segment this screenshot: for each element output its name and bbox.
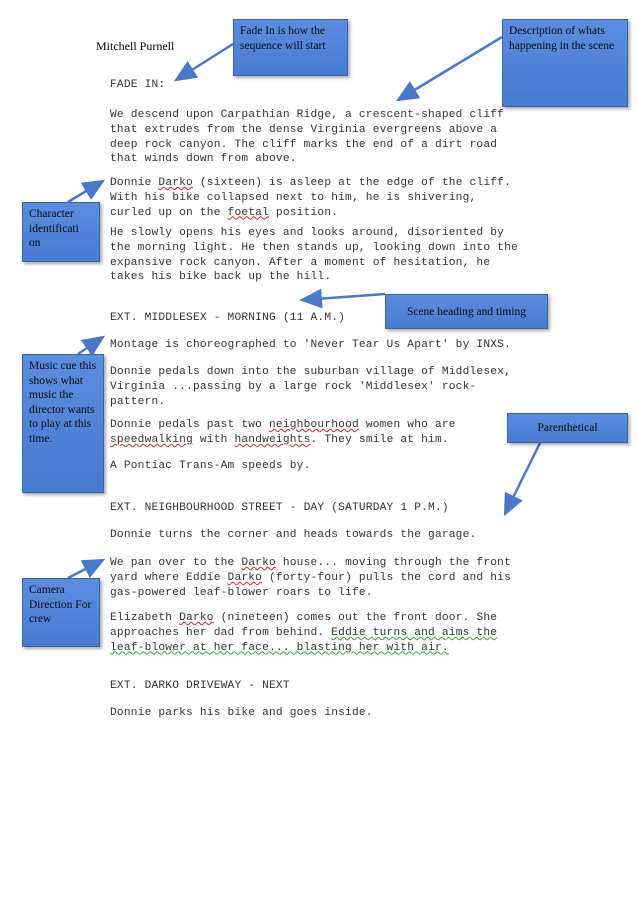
author-name: Mitchell Purnell bbox=[96, 39, 175, 53]
action-paragraph: Elizabeth Darko (nineteen) comes out the front door. She approaches her dad from behind. Eddie turns and aims the leaf-blower at her face... blasting her with air. bbox=[110, 612, 498, 654]
scene-heading: EXT. DARKO DRIVEWAY - NEXT bbox=[110, 680, 290, 692]
action-paragraph: Donnie parks his bike and goes inside. bbox=[110, 707, 373, 719]
action-paragraph: Donnie turns the corner and heads towards the garage. bbox=[110, 529, 477, 541]
action-paragraph: Montage is choreographed to 'Never Tear Us Apart' by INXS. bbox=[110, 339, 511, 351]
action-paragraph: Donnie pedals past two neighbourhood women who are speedwalking with handweights. They smile at him. bbox=[110, 419, 456, 446]
callout-parenthetical: Parenthetical bbox=[507, 413, 628, 443]
callout-music-cue: Music cue this shows what music the director wants to play at this time. bbox=[22, 354, 104, 493]
callout-character: Character identificati on bbox=[22, 202, 100, 262]
action-paragraph: We pan over to the Darko house... moving through the front yard where Eddie Darko (forty-four) pulls the cord and his gas-powered leaf-blower roars to life. bbox=[110, 557, 511, 599]
arrow-character bbox=[68, 181, 103, 202]
arrow-music-cue bbox=[78, 337, 103, 354]
arrow-scene-heading bbox=[302, 294, 385, 300]
fade-in-transition: FADE IN: bbox=[110, 79, 166, 91]
scene-heading: EXT. MIDDLESEX - MORNING (11 A.M.) bbox=[110, 312, 346, 324]
action-paragraph: Donnie pedals down into the suburban village of Middlesex, Virginia ...passing by a large rock 'Middlesex' rock- pattern. bbox=[110, 366, 511, 408]
arrow-parenthetical bbox=[505, 443, 540, 514]
arrow-fade-in bbox=[176, 44, 233, 80]
arrow-description bbox=[398, 37, 502, 100]
callout-camera-direction: Camera Direction For crew bbox=[22, 578, 100, 647]
action-paragraph: We descend upon Carpathian Ridge, a crescent-shaped cliff that extrudes from the dense Virginia evergreens above a deep rock canyon. The cliff marks the end of a dirt road that winds down from above. bbox=[110, 109, 505, 166]
callout-fade-in: Fade In is how the sequence will start bbox=[233, 19, 348, 76]
action-paragraph: A Pontiac Trans-Am speeds by. bbox=[110, 460, 311, 472]
action-paragraph: He slowly opens his eyes and looks around, disoriented by the morning light. He then stands up, looking down into the expansive rock canyon. After a moment of hesitation, he takes his bike back up the hill. bbox=[110, 227, 518, 284]
action-paragraph: Donnie Darko (sixteen) is asleep at the edge of the cliff. With his bike collapsed next to him, he is shivering, curled up on the foetal position. bbox=[110, 177, 512, 219]
callout-description: Description of whats happening in the scene bbox=[502, 19, 628, 107]
arrow-camera bbox=[68, 560, 103, 578]
scene-heading: EXT. NEIGHBOURHOOD STREET - DAY (SATURDAY 1 P.M.) bbox=[110, 502, 449, 514]
callout-scene-heading: Scene heading and timing bbox=[385, 294, 548, 329]
